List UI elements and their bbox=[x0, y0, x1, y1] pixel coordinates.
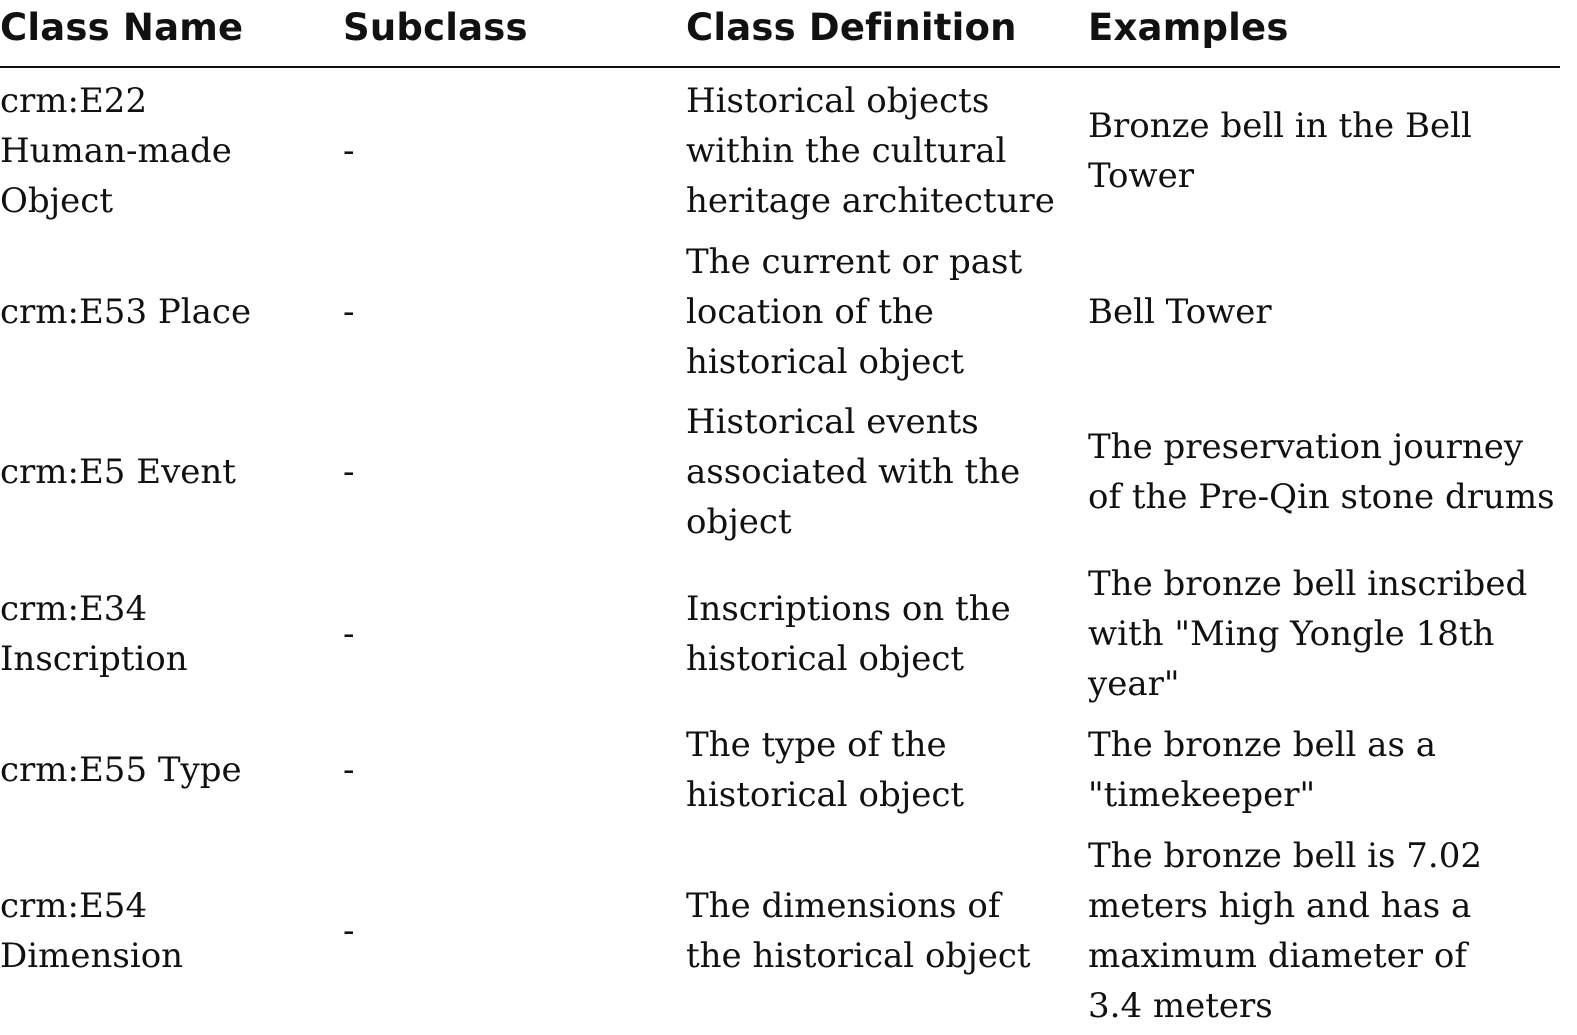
table-row bbox=[0, 398, 1560, 546]
subclass-text: - bbox=[343, 911, 355, 951]
header-class-name: Class Name bbox=[0, 6, 244, 49]
class-definition-text: The current or past location of the historical object bbox=[686, 242, 1023, 382]
cell-examples bbox=[1088, 832, 1560, 1030]
subclass-text: - bbox=[343, 131, 355, 171]
cell-subclass bbox=[343, 398, 643, 546]
cell-examples bbox=[1088, 560, 1560, 708]
cell-subclass bbox=[343, 238, 643, 386]
examples-text: The bronze bell is 7.02 meters high and has a maximum diameter of 3.4 meters bbox=[1088, 836, 1483, 1026]
cell-class-name bbox=[0, 560, 330, 708]
cell-class-definition bbox=[686, 560, 1076, 708]
subclass-text: - bbox=[343, 750, 355, 790]
cell-class-definition bbox=[686, 832, 1076, 1030]
cell-class-name bbox=[0, 238, 330, 386]
subclass-text: - bbox=[343, 614, 355, 654]
class-definition-text: Inscriptions on the historical object bbox=[686, 589, 1011, 679]
cell-class-definition bbox=[686, 77, 1076, 225]
table-row bbox=[0, 720, 1560, 820]
class-name-text: crm:E53 Place bbox=[0, 292, 252, 332]
cell-examples bbox=[1088, 720, 1560, 820]
class-name-text: crm:E22 Human-made Object bbox=[0, 81, 232, 221]
header-subclass: Subclass bbox=[343, 6, 528, 49]
table-row bbox=[0, 832, 1560, 1030]
cell-class-name bbox=[0, 832, 330, 1030]
header-examples: Examples bbox=[1088, 6, 1289, 49]
cell-examples bbox=[1088, 77, 1560, 225]
examples-text: The bronze bell as a "timekeeper" bbox=[1088, 725, 1436, 815]
class-name-text: crm:E34 Inscription bbox=[0, 589, 188, 679]
class-name-text: crm:E55 Type bbox=[0, 750, 242, 790]
class-definition-text: Historical events associated with the object bbox=[686, 402, 1021, 542]
class-name-text: crm:E5 Event bbox=[0, 452, 236, 492]
class-name-text: crm:E54 Dimension bbox=[0, 886, 184, 976]
table-row bbox=[0, 77, 1560, 225]
cell-subclass bbox=[343, 77, 643, 225]
table-header-row bbox=[0, 0, 1560, 68]
class-definition-text: Historical objects within the cultural heritage architecture bbox=[686, 81, 1055, 221]
class-definition-text: The type of the historical object bbox=[686, 725, 965, 815]
cell-subclass bbox=[343, 832, 643, 1030]
class-definition-text: The dimensions of the historical object bbox=[686, 886, 1031, 976]
subclass-text: - bbox=[343, 452, 355, 492]
subclass-text: - bbox=[343, 292, 355, 332]
cell-class-definition bbox=[686, 238, 1076, 386]
examples-text: Bell Tower bbox=[1088, 292, 1272, 332]
cell-class-definition bbox=[686, 398, 1076, 546]
cell-subclass bbox=[343, 560, 643, 708]
examples-text: The preservation journey of the Pre-Qin stone drums bbox=[1088, 427, 1555, 517]
cell-class-name bbox=[0, 77, 330, 225]
cell-examples bbox=[1088, 398, 1560, 546]
cell-class-name bbox=[0, 398, 330, 546]
cell-class-definition bbox=[686, 720, 1076, 820]
examples-text: The bronze bell inscribed with "Ming Yongle 18th year" bbox=[1088, 564, 1528, 704]
cell-examples bbox=[1088, 238, 1560, 386]
examples-text: Bronze bell in the Bell Tower bbox=[1088, 106, 1472, 196]
header-class-definition: Class Definition bbox=[686, 6, 1017, 49]
table-row bbox=[0, 560, 1560, 708]
table-row bbox=[0, 238, 1560, 386]
cell-class-name bbox=[0, 720, 330, 820]
cell-subclass bbox=[343, 720, 643, 820]
